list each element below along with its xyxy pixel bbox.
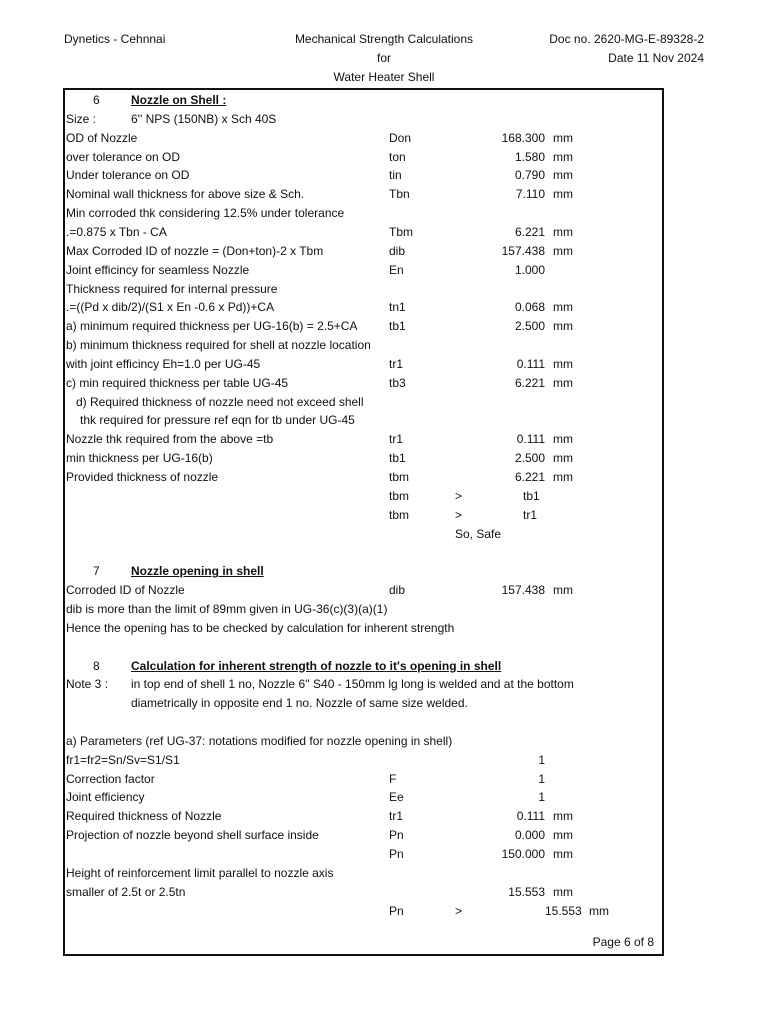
- value: 1.580: [514, 149, 545, 164]
- row-label: a) Parameters (ref UG-37: notations modified for nozzle opening in shell): [66, 733, 453, 748]
- value: 1: [538, 771, 545, 786]
- symbol: Tbn: [389, 187, 410, 202]
- row-label: Joint efficincy for seamless Nozzle: [66, 262, 250, 277]
- unit: mm: [553, 168, 573, 183]
- row-label: Joint efficiency: [66, 790, 145, 805]
- value: 6.221: [514, 470, 545, 484]
- title-line-2: for: [376, 51, 391, 65]
- unit: mm: [553, 470, 573, 484]
- symbol: tr1: [389, 809, 404, 824]
- value: 1: [538, 752, 545, 767]
- value-2: 15.553: [545, 903, 582, 918]
- row-text: diametrically in opposite end 1 no. Nozzle of same size welded.: [131, 696, 468, 711]
- value: 0.111: [516, 432, 545, 447]
- symbol: dib: [389, 243, 406, 258]
- unit: mm: [553, 224, 573, 239]
- symbol: Pn: [389, 828, 404, 843]
- row-label: .=0.875 x Tbn - CA: [66, 224, 167, 239]
- unit: mm: [553, 809, 573, 824]
- row-label: c) min required thickness per table UG-45: [66, 375, 289, 390]
- symbol: Pn: [389, 903, 404, 918]
- unit-2: mm: [589, 903, 609, 918]
- row-label: dib is more than the limit of 89mm given in UG-36(c)(3)(a)(1): [66, 601, 388, 616]
- row-label: Hence the opening has to be checked by calculation for inherent strength: [66, 620, 455, 635]
- row-label: Corroded ID of Nozzle: [66, 583, 185, 598]
- title-line-3: Water Heater Shell: [333, 70, 435, 84]
- unit: mm: [553, 432, 573, 447]
- comparison-rhs: tb1: [523, 488, 540, 503]
- row-label: Projection of nozzle beyond shell surface inside: [66, 828, 319, 843]
- unit: mm: [553, 243, 573, 258]
- row-label: Thickness required for internal pressure: [66, 281, 278, 296]
- value: 15.553: [508, 884, 545, 899]
- symbol: tb3: [389, 375, 406, 390]
- row-label: Size :: [66, 111, 97, 126]
- page-number: Page 6 of 8: [592, 935, 654, 949]
- unit: mm: [553, 828, 573, 843]
- value: 0.790: [514, 168, 545, 183]
- value: 1.000: [514, 262, 545, 277]
- row-label: Max Corroded ID of nozzle = (Don+ton)-2 x Tbm: [66, 243, 324, 258]
- title-line-1: Mechanical Strength Calculations: [294, 32, 474, 46]
- comparison: So, Safe: [455, 526, 502, 541]
- unit: mm: [553, 847, 573, 861]
- symbol: Pn: [389, 847, 404, 861]
- unit: mm: [553, 187, 573, 202]
- symbol: Ee: [389, 790, 404, 805]
- calculation-sheet: [63, 88, 664, 956]
- symbol: tr1: [389, 432, 404, 447]
- value: 0.068: [514, 300, 545, 315]
- section-heading: Nozzle opening in shell: [131, 564, 264, 579]
- comparison: >: [455, 488, 463, 503]
- row-label: Nozzle thk required from the above =tb: [66, 432, 274, 447]
- document-meta: [460, 30, 704, 68]
- row-label: Note 3 :: [66, 677, 109, 692]
- symbol: En: [389, 262, 404, 277]
- symbol: Don: [389, 130, 412, 145]
- value: 157.438: [501, 243, 545, 258]
- row-label: d) Required thickness of nozzle need not exceed shell: [76, 394, 364, 409]
- unit: mm: [553, 375, 573, 390]
- unit: mm: [553, 884, 573, 899]
- row-label: OD of Nozzle: [66, 130, 138, 145]
- row-text: 6'' NPS (150NB) x Sch 40S: [131, 111, 277, 126]
- unit: mm: [553, 319, 573, 334]
- symbol: tbm: [389, 507, 410, 522]
- value: 6.221: [514, 224, 545, 239]
- symbol: tb1: [389, 451, 406, 466]
- section-heading: Calculation for inherent strength of nozzle to it's opening in shell: [131, 658, 502, 673]
- row-label: Correction factor: [66, 771, 155, 786]
- company-name: Dynetics - Cehnnai: [64, 32, 166, 46]
- unit: mm: [553, 356, 573, 371]
- value: 1: [538, 790, 545, 805]
- section-heading: Nozzle on Shell :: [131, 93, 227, 107]
- row-label: b) minimum thickness required for shell at nozzle location: [66, 338, 371, 353]
- doc-date: Date 11 Nov 2024: [608, 51, 704, 65]
- section-number: 6: [93, 93, 100, 107]
- row-label: Under tolerance on OD: [66, 168, 190, 183]
- symbol: tr1: [389, 356, 404, 371]
- value: 6.221: [514, 375, 545, 390]
- row-label: Nominal wall thickness for above size & Sch.: [66, 187, 305, 202]
- symbol: tn1: [389, 300, 406, 315]
- row-label: Min corroded thk considering 12.5% under tolerance: [66, 206, 345, 221]
- symbol: ton: [389, 149, 406, 164]
- section-number: 7: [93, 564, 100, 579]
- row-label: Required thickness of Nozzle: [66, 809, 222, 824]
- row-label: Height of reinforcement limit parallel to nozzle axis: [66, 865, 334, 880]
- comparison-rhs: tr1: [523, 507, 538, 522]
- row-label: a) minimum required thickness per UG-16(b) = 2.5+CA: [66, 319, 358, 334]
- row-label: fr1=fr2=Sn/Sv=S1/S1: [66, 752, 180, 767]
- symbol: tin: [389, 168, 402, 183]
- value: 0.000: [514, 828, 545, 843]
- value: 2.500: [514, 319, 545, 334]
- row-text: in top end of shell 1 no, Nozzle 6'' S40 - 150mm lg long is welded and at the bottom: [131, 677, 574, 692]
- row-label: min thickness per UG-16(b): [66, 451, 213, 466]
- unit: mm: [553, 149, 573, 164]
- row-label: Provided thickness of nozzle: [66, 470, 219, 484]
- symbol: Tbm: [389, 224, 413, 239]
- value: 7.110: [515, 187, 545, 202]
- unit: mm: [553, 583, 573, 598]
- unit: mm: [553, 451, 573, 466]
- row-label: thk required for pressure ref eqn for tb under UG-45: [80, 413, 355, 428]
- row-label: over tolerance on OD: [66, 149, 181, 164]
- symbol: dib: [389, 583, 406, 598]
- symbol: tbm: [389, 488, 410, 503]
- unit: mm: [553, 300, 573, 315]
- value: 0.111: [516, 356, 545, 371]
- unit: mm: [553, 130, 573, 145]
- doc-number: Doc no. 2620-MG-E-89328-2: [549, 32, 704, 46]
- row-label: .=((Pd x dib/2)/(S1 x En -0.6 x Pd))+CA: [66, 300, 275, 315]
- symbol: tb1: [389, 319, 406, 334]
- symbol: F: [389, 771, 397, 786]
- value: 168.300: [501, 130, 545, 145]
- comparison: >: [455, 507, 463, 522]
- value: 2.500: [514, 451, 545, 466]
- value: 157.438: [501, 583, 545, 598]
- section-number: 8: [93, 658, 100, 673]
- value: 150.000: [501, 847, 545, 861]
- row-label: with joint efficincy Eh=1.0 per UG-45: [66, 356, 261, 371]
- symbol: tbm: [389, 470, 410, 484]
- value: 0.111: [516, 809, 545, 824]
- comparison: >: [455, 903, 463, 918]
- row-label: smaller of 2.5t or 2.5tn: [66, 884, 186, 899]
